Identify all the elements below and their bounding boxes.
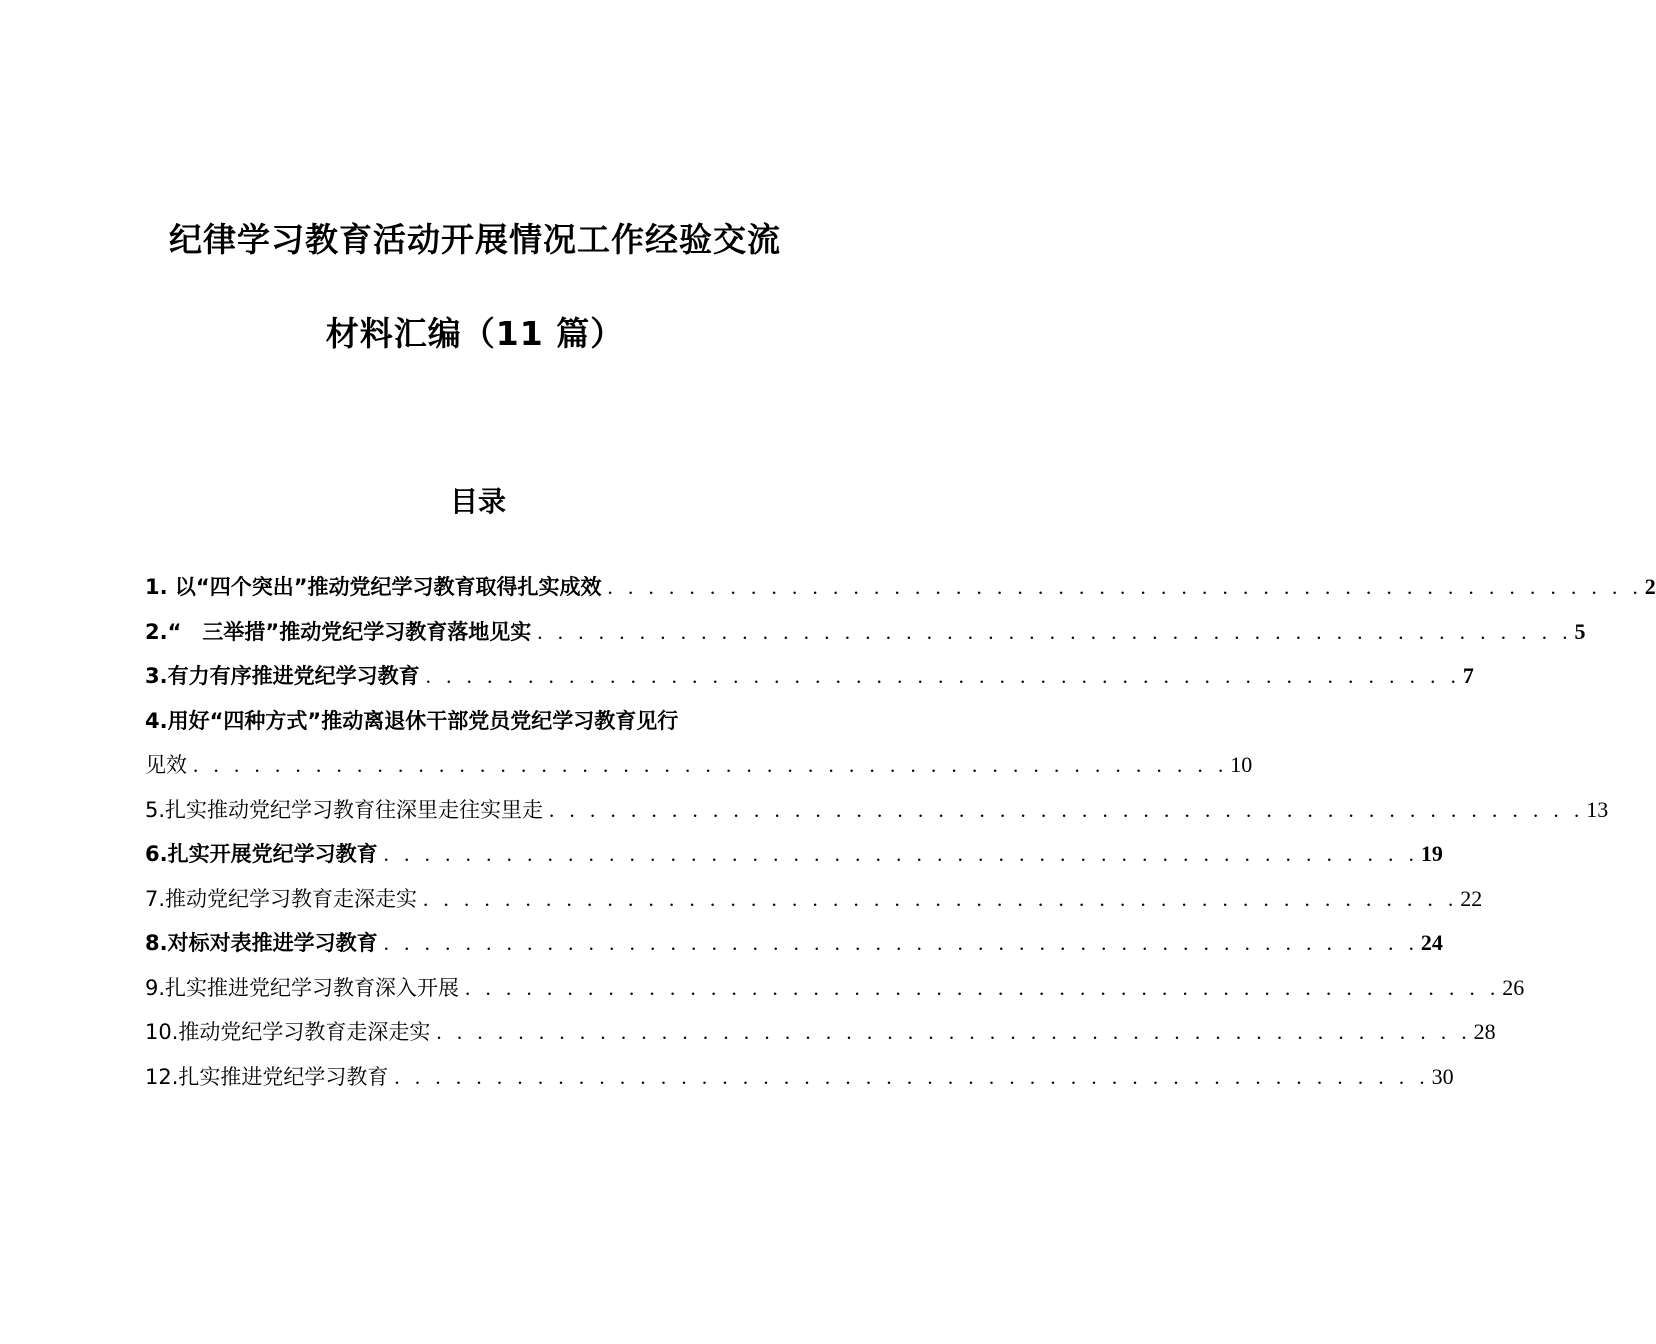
toc-entry-7[interactable] xyxy=(145,877,1483,922)
toc-entry-4-continuation[interactable] xyxy=(145,743,1253,788)
toc-entry-3[interactable] xyxy=(145,654,1474,699)
toc-entry-title: 8.对标对表推进学习教育 xyxy=(145,931,378,955)
toc-leader-dots: . . . . . . . . . . . . . . . . . . . . . . . . . . . . . . . . . . . . . . . . . . . . . . . . . . . xyxy=(383,842,1419,866)
toc-entry-5[interactable] xyxy=(145,788,1609,833)
toc-entry-page: 30 xyxy=(1431,1063,1454,1089)
toc-entry-10[interactable] xyxy=(145,1010,1496,1055)
toc-entry-9[interactable] xyxy=(145,966,1525,1011)
toc-entry-2[interactable] xyxy=(145,610,1586,655)
toc-entry-6[interactable] xyxy=(145,832,1443,877)
toc-leader-dots: . . . . . . . . . . . . . . . . . . . . . . . . . . . . . . . . . . . . . . . . . . . . . . . . . . . xyxy=(423,886,1459,911)
toc-entry-title: 10.推动党纪学习教育走深走实 xyxy=(145,1020,431,1044)
toc-entry-1[interactable] xyxy=(145,565,1656,610)
toc-entry-title: 3.有力有序推进党纪学习教育 xyxy=(145,664,420,688)
toc-entry-4[interactable] xyxy=(145,699,802,744)
document-title-line-1: 纪律学习教育活动开展情况工作经验交流 xyxy=(169,220,781,259)
toc-entry-page: 26 xyxy=(1502,974,1525,1000)
toc-leader-dots: . . . . . . . . . . . . . . . . . . . . . . . . . . . . . . . . . . . . . . . . . . . . . . . . . . . xyxy=(537,619,1573,644)
toc-entry-8[interactable] xyxy=(145,921,1443,966)
toc-entry-12[interactable] xyxy=(145,1055,1454,1100)
toc-entry-title: 5.扎实推动党纪学习教育往深里走往实里走 xyxy=(145,797,544,822)
toc-heading: 目录 xyxy=(449,485,506,518)
toc-leader-dots: . . . . . . . . . . . . . . . . . . . . . . . . . . . . . . . . . . . . . . . . . . . . . . . . . . . xyxy=(436,1020,1472,1044)
toc-entry-page: 5 xyxy=(1574,618,1586,644)
toc-entry-page: 28 xyxy=(1473,1019,1496,1044)
toc-entry-title: 4.用好“四种方式”推动离退休干部党员党纪学习教育见行 xyxy=(145,708,679,733)
document-title-line-2: 材料汇编（11 篇） xyxy=(325,314,625,353)
toc-entry-title: 7.推动党纪学习教育走深走实 xyxy=(145,886,418,911)
toc-entry-page: 22 xyxy=(1460,885,1483,911)
toc-leader-dots: . . . . . . . . . . . . . . . . . . . . . . . . . . . . . . . . . . . . . . . . . . . . . . . . . . . xyxy=(383,931,1419,955)
toc-leader-dots: . . . . . . . . . . . . . . . . . . . . . . . . . . . . . . . . . . . . . . . . . . . . . . . . . . . xyxy=(394,1064,1430,1089)
toc-entry-page: 2 xyxy=(1644,574,1656,599)
toc-leader-dots: . . . . . . . . . . . . . . . . . . . . . . . . . . . . . . . . . . . . . . . . . . . . . . . . . . . xyxy=(425,664,1461,688)
toc-entry-title-continuation: 见效 xyxy=(145,753,187,777)
toc-entry-title: 2.“ 三举措”推动党纪学习教育落地见实 xyxy=(145,619,532,644)
toc-entry-page: 19 xyxy=(1420,841,1443,866)
toc-leader-dots: . . . . . . . . . . . . . . . . . . . . . . . . . . . . . . . . . . . . . . . . . . . . . . . . . . . xyxy=(465,975,1501,1000)
toc-entry-title: 6.扎实开展党纪学习教育 xyxy=(145,842,378,866)
toc-entry-title: 9.扎实推进党纪学习教育深入开展 xyxy=(145,975,460,1000)
table-of-contents xyxy=(145,565,1656,1099)
toc-entry-title: 12.扎实推进党纪学习教育 xyxy=(145,1064,389,1089)
toc-leader-dots: . . . . . . . . . . . . . . . . . . . . . . . . . . . . . . . . . . . . . . . . . . . . . . . . . . . xyxy=(549,797,1585,822)
toc-entry-page: 13 xyxy=(1586,796,1609,822)
toc-entry-title: 1. 以“四个突出”推动党纪学习教育取得扎实成效 xyxy=(145,575,602,599)
toc-leader-dots: . . . . . . . . . . . . . . . . . . . . . . . . . . . . . . . . . . . . . . . . . . . . . . . . . . . xyxy=(607,575,1643,599)
toc-leader-dots: . . . . . . . . . . . . . . . . . . . . . . . . . . . . . . . . . . . . . . . . . . . . . . . . . . . xyxy=(193,753,1229,777)
toc-entry-page: 24 xyxy=(1420,930,1443,955)
toc-entry-page: 7 xyxy=(1462,663,1474,688)
toc-entry-page: 10 xyxy=(1230,752,1253,777)
